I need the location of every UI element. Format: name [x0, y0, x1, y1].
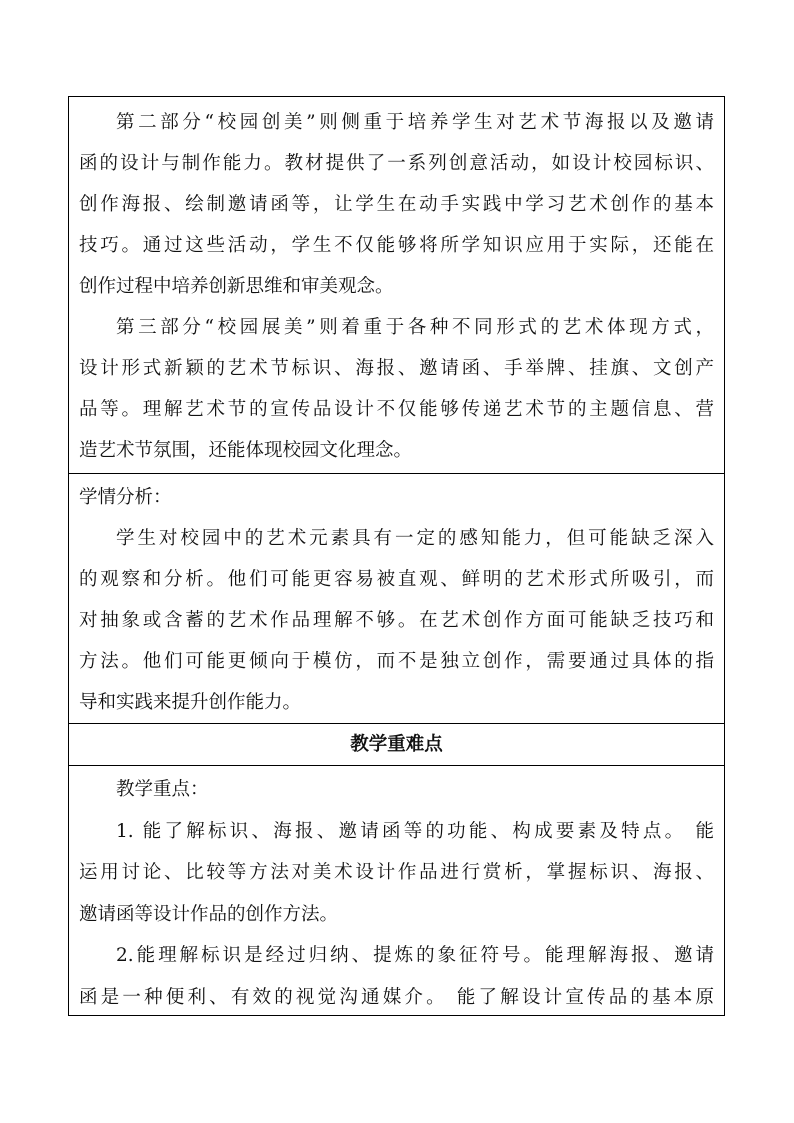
- paragraph-line: 品等。理解艺术节的宣传品设计不仅能够传递艺术节的主题信息、营: [79, 399, 714, 420]
- teaching-keypoints-cell: [69, 765, 724, 1015]
- keypoint-line: 2.能理解标识是经过归纳、提炼的象征符号。能理解海报、邀请: [116, 945, 714, 966]
- paragraph-line: 第二部分“校园创美”则侧重于培养学生对艺术节海报以及邀请: [116, 112, 714, 133]
- paragraph-line: 创作过程中培养创新思维和审美观念。: [79, 276, 394, 297]
- paragraph-line: 第三部分“校园展美”则着重于各种不同形式的艺术体现方式，: [116, 317, 714, 338]
- paragraph-line: 方法。他们可能更倾向于模仿，而不是独立创作，需要通过具体的指: [79, 651, 714, 672]
- keypoint-line: 函是一种便利、有效的视觉沟通媒介。 能了解设计宣传品的基本原: [79, 986, 714, 1008]
- learner-analysis-cell: [69, 473, 724, 723]
- section-heading: 教学重难点: [69, 723, 724, 765]
- paragraph-line: 造艺术节氛围，还能体现校园文化理念。: [79, 440, 413, 461]
- paragraph-line: 创作海报、绘制邀请函等，让学生在动手实践中学习艺术创作的基本: [79, 194, 714, 215]
- paragraph-line: 对抽象或含蓄的艺术作品理解不够。在艺术创作方面可能缺乏技巧和: [79, 610, 714, 631]
- paragraph-line: 技巧。通过这些活动，学生不仅能够将所学知识应用于实际，还能在: [79, 235, 714, 256]
- paragraph-line: 学生对校园中的艺术元素具有一定的感知能力，但可能缺乏深入: [116, 528, 714, 549]
- paragraph-line: 的观察和分析。他们可能更容易被直观、鲜明的艺术形式所吸引，而: [79, 569, 714, 590]
- paragraph-line: 函的设计与制作能力。教材提供了一系列创意活动，如设计校园标识、: [79, 153, 714, 174]
- keypoint-line: 邀请函等设计作品的创作方法。: [79, 903, 339, 925]
- paragraph-line: 设计形式新颖的艺术节标识、海报、邀请函、手举牌、挂旗、文创产: [79, 358, 714, 379]
- keypoints-label: 教学重点：: [116, 779, 209, 800]
- textbook-analysis-cell: [69, 97, 724, 473]
- lesson-plan-table: [68, 96, 725, 1016]
- paragraph-line: 导和实践来提升创作能力。: [79, 692, 302, 713]
- learner-analysis-label: 学情分析：: [79, 487, 172, 508]
- keypoint-line: 运用讨论、比较等方法对美术设计作品进行赏析，掌握标识、海报、: [79, 862, 714, 883]
- keypoint-line: 1. 能了解标识、海报、邀请函等的功能、构成要素及特点。 能: [116, 820, 714, 842]
